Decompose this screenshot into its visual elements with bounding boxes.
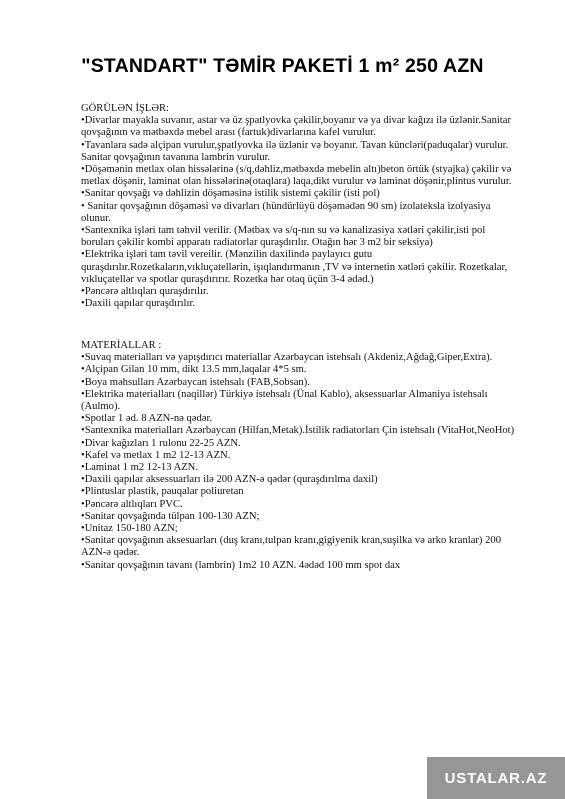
works-item: •Daxili qapılar quraşdırılır.: [81, 298, 196, 310]
works-item: •Tavanlara sadə alçipan vurulur,şpatlyovka ilə üzlənir və boyanır. Tavan küncləri(paduqalar) vurulur. Sanitar qovşağının tavanına lambrin vurulur.: [81, 139, 509, 163]
page-title: "STANDART" TƏMİR PAKETİ 1 m² 250 AZN: [81, 55, 484, 77]
works-item: •Divarlar mayakla suvanır, astar və üz şpatlyovka çəkilir,boyanır və ya divar kağızı ilə üzlənir.Sanitar qovşağının və mətbəxdə mebel arası (fartuk)divarlarına kafel vurulur.: [81, 115, 511, 139]
materials-item: •Sanitar qovşağında tülpan 100-130 AZN;: [81, 510, 260, 522]
watermark-logo: USTALAR.AZ: [427, 757, 565, 799]
materials-item: •Laminat 1 m2 12-13 AZN.: [81, 462, 198, 474]
materials-item: •Pəncərə altlıqları PVC.: [81, 498, 183, 510]
materials-item: •Elektrika materialları (naqillər) Türkiyə istehsalı (Ünal Kablo), aksessuarlar Almaniya istehsalı (Aulmo).: [81, 388, 488, 413]
works-item: • Sanitar qovşağının döşəməsi və divarları (hündürlüyü döşəmədən 90 sm) izolateksla izolyasiya olunur.: [81, 200, 491, 224]
materials-item: •Spotlar 1 əd. 8 AZN-nə qədər.: [81, 413, 213, 425]
works-item: •Elektrika işləri tam təvil vereilir. (Mənzilin daxilində paylayıcı gutu quraşdırılır.Rozetkaların,vıkluçatellərin, işıqlandırmanın ,TV və internetin xətləri çəkilir. Rozetkalar, vıkluçatellər və spotlar quraşdırırır. Rozetka hər otaq üçün 3-4 ədəd.): [81, 249, 508, 285]
materials-item: •Unitaz 150-180 AZN;: [81, 523, 178, 535]
works-item: •Pəncərə altlıqları quraşdırılır.: [81, 286, 209, 298]
materials-item: •Plintuslar plastik, pauqalar poliuretan: [81, 486, 244, 498]
materials-item: •Sanitar qovşağının tavanı (lambrin) 1m2 10 AZN. 4ədəd 100 mm spot dax: [81, 559, 401, 571]
materials-item: •Boya məhsulları Azərbaycan istehsalı (FAB,Sobsan).: [81, 376, 310, 388]
materials-item: •Divar kağızları 1 rulonu 22-25 AZN.: [81, 437, 241, 449]
materials-heading: MATERİALLAR :: [81, 340, 162, 351]
works-heading: GÖRÜLƏN İŞLƏR:: [81, 103, 169, 114]
works-section: [81, 103, 521, 310]
materials-item: •Suvaq materialları və yapışdırıcı materiallar Azərbaycan istehsalı (Akdeniz,Ağdağ,Giper,Extra).: [81, 352, 493, 364]
materials-item: •Kafel və metlax 1 m2 12-13 AZN.: [81, 449, 231, 461]
materials-item: •Sanitar qovşağının aksesuarları (duş kranı,tulpan kranı,gigiyenik kran,suşilka və arko kranlar) 200 AZN-ə qədər.: [81, 535, 501, 559]
materials-item: •Alçipan Gilan 10 mm, dikt 13.5 mm,laqalar 4*5 sm.: [81, 364, 307, 376]
materials-item: •Daxili qapılar aksessuarları ilə 200 AZN-ə qədər (quraşdırılma daxil): [81, 474, 378, 486]
materials-item: •Santexnika materialları Azərbaycan (Hilfan,Metak).İstilik radiatorları Çin istehsalı (VitaHot,NeoHot): [81, 425, 515, 437]
works-item: •Döşəmənin metlax olan hissələrinə (s/q,dəhliz,mətbəxdə mebelin altı)beton örtük (styajka) çəkilir və metlax döşənir, laminat olan hissələrinə(otaqlara) laqa,dikt vurulur və laminat döşənir,plintus vurulur.: [81, 164, 512, 188]
materials-section: [81, 340, 521, 572]
works-item: •Sanitar qovşağı və dəhlizin döşəməsinə istilik sistemi çəkilir (isti pol): [81, 188, 380, 200]
works-item: •Santexnika işləri tam təhvil verilir. (Mətbəx və s/q-nın su və kanalizasiya xətləri çəkilir,isti pol boruları çəkilir kombi apparatı radiatorlar quraşdırılır. Otağın hər 3 m2 bir seksiya): [81, 225, 486, 249]
